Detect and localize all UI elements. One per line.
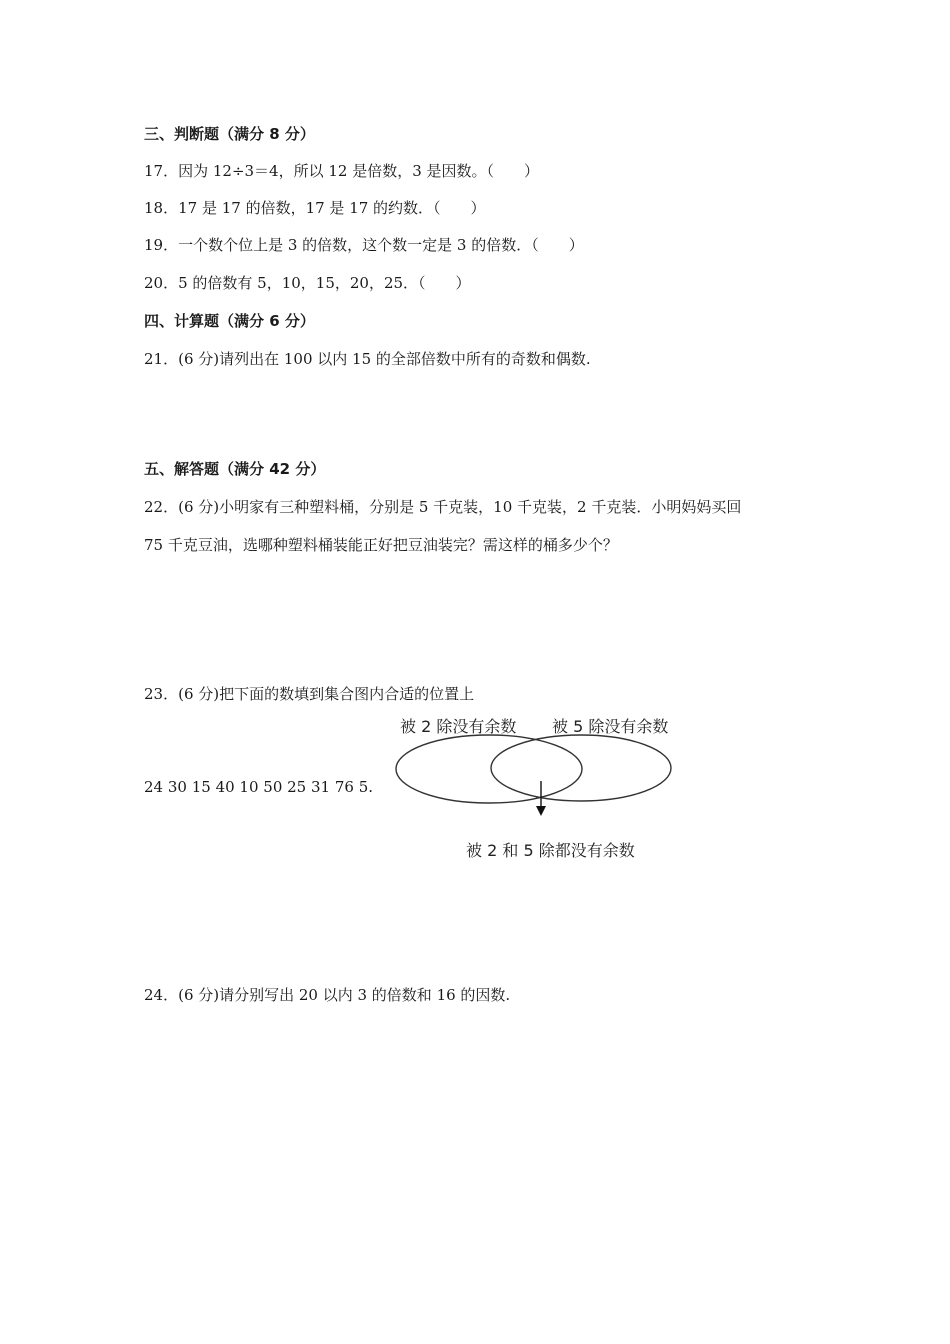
question-22-line-2: 75 千克豆油，选哪种塑料桶装能正好把豆油装完？需这样的桶多少个？ <box>144 536 618 554</box>
arrow-down-icon <box>536 806 546 816</box>
question-23: 23．(6 分)把下面的数填到集合图内合适的位置上 <box>144 685 475 703</box>
venn-diagram-svg <box>390 706 690 876</box>
venn-right-label: 被 5 除没有余数 <box>552 717 669 736</box>
question-19: 19．一个数个位上是 3 的倍数，这个数一定是 3 的倍数．（ ） <box>144 236 584 254</box>
venn-right-ellipse <box>491 735 671 801</box>
venn-diagram <box>390 706 690 876</box>
question-18: 18．17 是 17 的倍数，17 是 17 的约数．（ ） <box>144 199 486 217</box>
question-23-numbers: 24 30 15 40 10 50 25 31 76 5. <box>144 778 374 796</box>
venn-bottom-label: 被 2 和 5 除都没有余数 <box>466 841 635 860</box>
section-5-heading: 五、解答题（满分 42 分） <box>144 460 326 478</box>
section-3-heading: 三、判断题（满分 8 分） <box>144 125 315 143</box>
venn-left-ellipse <box>396 735 582 803</box>
question-24: 24．(6 分)请分别写出 20 以内 3 的倍数和 16 的因数. <box>144 986 511 1004</box>
section-4-heading: 四、计算题（满分 6 分） <box>144 312 315 330</box>
question-20: 20．5 的倍数有 5，10，15，20，25．（ ） <box>144 274 471 292</box>
question-21: 21．(6 分)请列出在 100 以内 15 的全部倍数中所有的奇数和偶数. <box>144 350 591 368</box>
question-22-line-1: 22．(6 分)小明家有三种塑料桶，分别是 5 千克装，10 千克装，2 千克装．小明妈妈买回 <box>144 498 742 516</box>
venn-left-label: 被 2 除没有余数 <box>400 717 517 736</box>
question-17: 17．因为 12÷3＝4，所以 12 是倍数，3 是因数。（ ） <box>144 162 540 180</box>
